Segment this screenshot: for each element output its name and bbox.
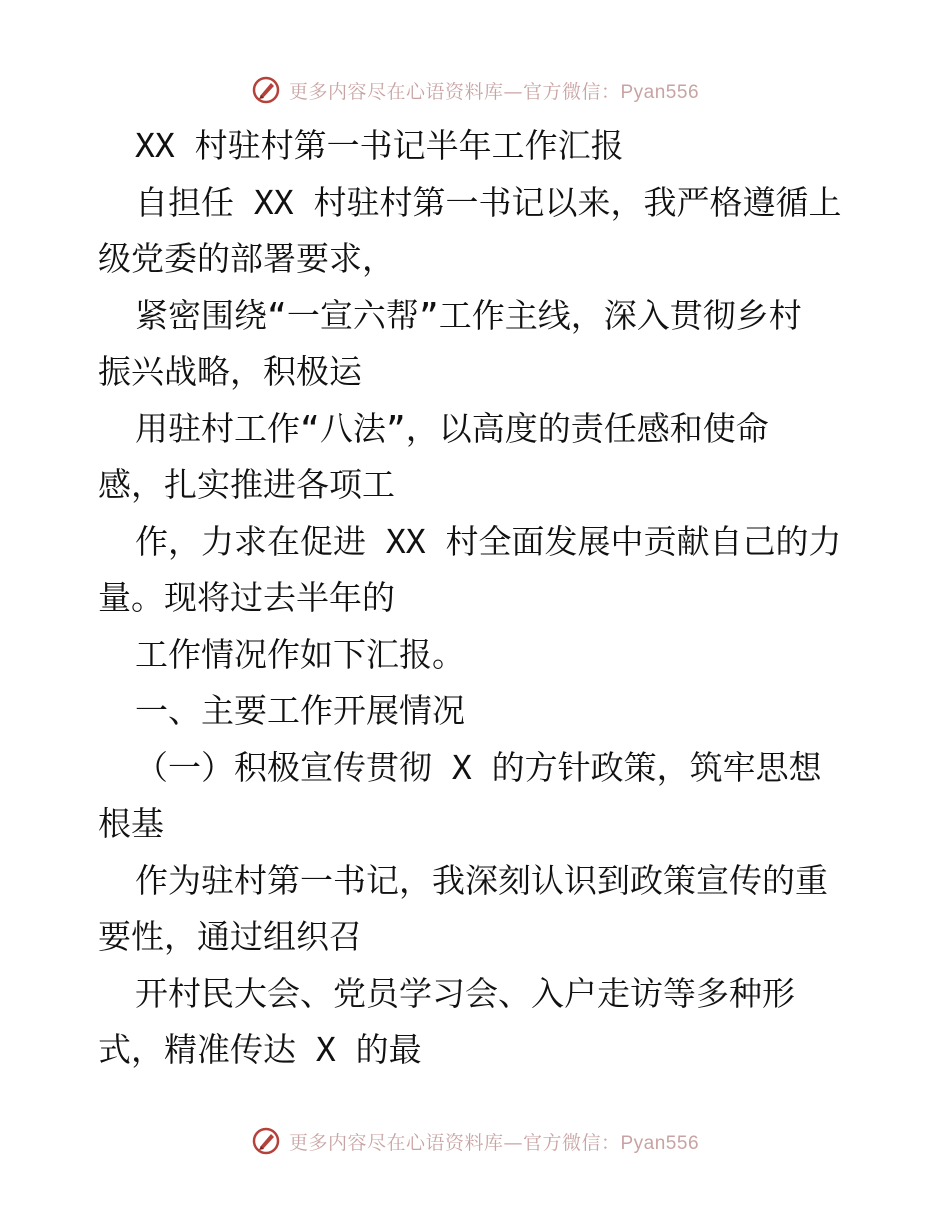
text-line: 一、主要工作开展情况 xyxy=(135,691,465,730)
text-line: 紧密围绕“一宣六帮”工作主线，深入贯彻乡村 xyxy=(135,295,802,335)
text-line: 级党委的部署要求， xyxy=(98,239,395,278)
text-line: 要性，通过组织召 xyxy=(98,917,362,956)
text-line: 开村民大会、党员学习会、入户走访等多种形 xyxy=(135,973,795,1013)
text-line: 振兴战略，积极运 xyxy=(98,352,362,391)
footer-watermark xyxy=(0,1121,950,1161)
watermark-text: 更多内容尽在心语资料库—官方微信：Pyan556 xyxy=(288,1131,700,1154)
text-line: 感，扎实推进各项工 xyxy=(98,465,395,504)
text-line: 工作情况作如下汇报。 xyxy=(135,634,465,674)
document-body xyxy=(98,118,858,1079)
text-line: 式，精准传达 X 的最 xyxy=(98,1030,422,1069)
pen-seal-icon xyxy=(251,1126,281,1156)
text-line: 作为驻村第一书记，我深刻认识到政策宣传的重 xyxy=(135,860,828,900)
text-line: 量。现将过去半年的 xyxy=(98,578,395,617)
text-line: 用驻村工作“八法”，以高度的责任感和使命 xyxy=(135,408,769,448)
text-line: 根基 xyxy=(98,804,164,843)
text-line: 自担任 XX 村驻村第一书记以来，我严格遵循上 xyxy=(135,182,842,222)
watermark-wechat-id: Pyan556 xyxy=(620,1132,700,1154)
watermark-text: 更多内容尽在心语资料库—官方微信：Pyan556 xyxy=(288,80,700,103)
watermark-group xyxy=(251,1126,699,1156)
pen-seal-icon xyxy=(251,75,281,105)
watermark-group xyxy=(251,75,699,105)
document-title: XX 村驻村第一书记半年工作汇报 xyxy=(135,126,624,165)
watermark-wechat-id: Pyan556 xyxy=(620,81,700,103)
text-line: （一）积极宣传贯彻 X 的方针政策，筑牢思想 xyxy=(135,747,822,787)
header-watermark xyxy=(0,70,950,110)
text-line: 作，力求在促进 XX 村全面发展中贡献自己的力 xyxy=(135,521,842,561)
